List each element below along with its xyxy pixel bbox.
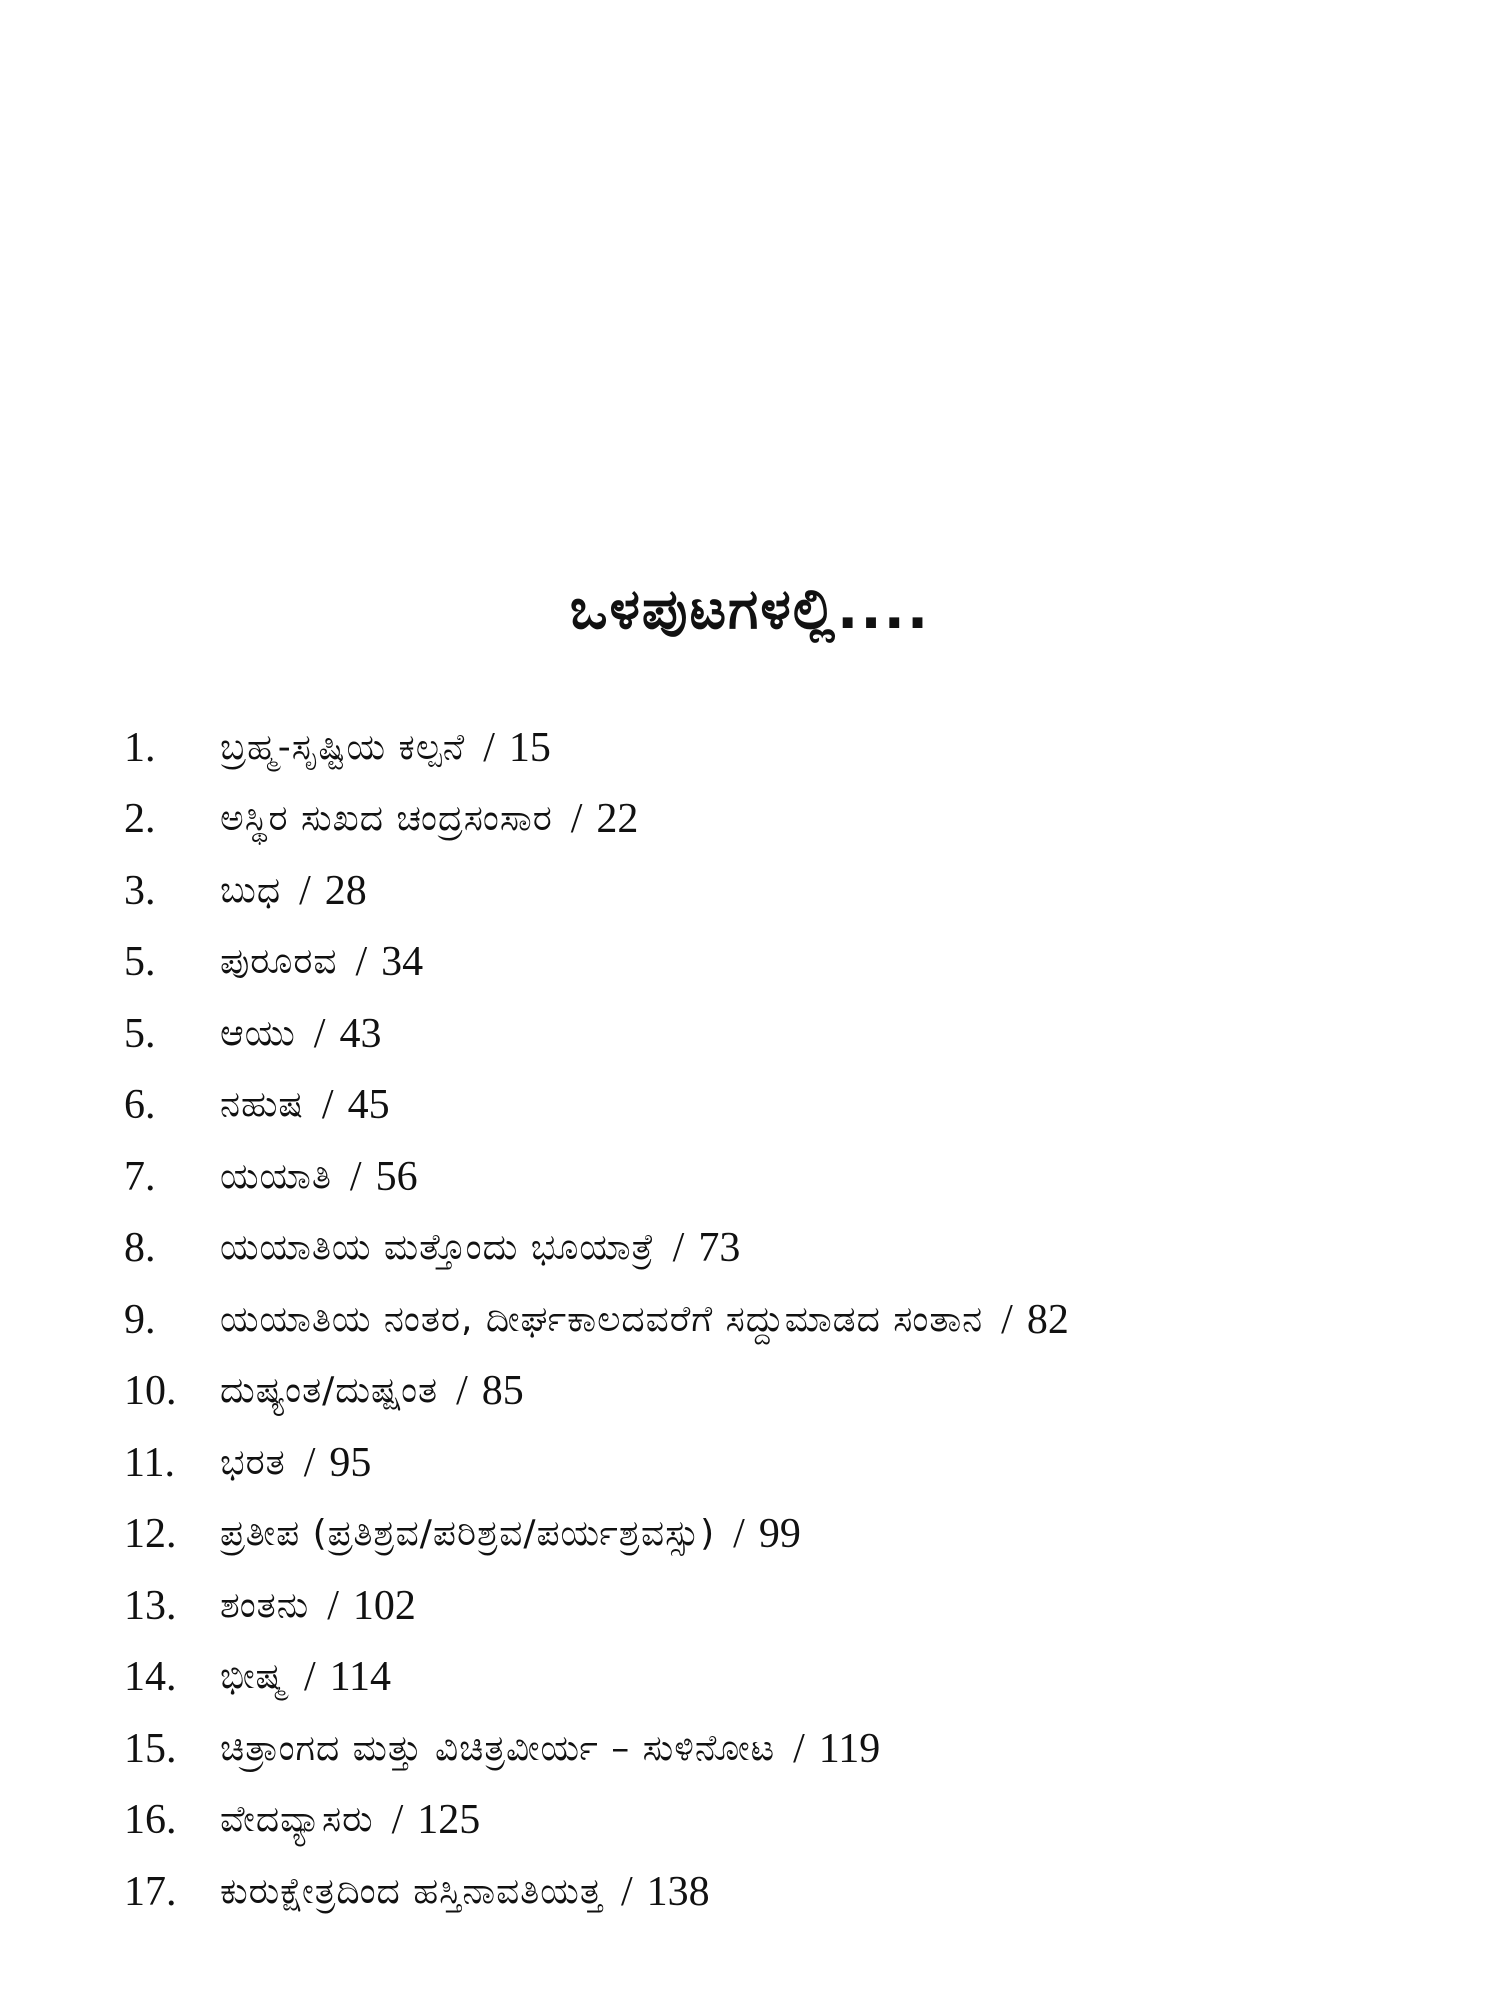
toc-entry — [124, 1427, 1464, 1499]
toc-entry — [124, 1141, 1464, 1213]
toc-entry-separator: / — [355, 939, 368, 986]
toc-entry-number: 14. — [124, 1654, 177, 1701]
toc-entry-separator: / — [303, 1654, 316, 1701]
toc-entry — [124, 1570, 1464, 1642]
toc-entry-page-number: 95 — [329, 1439, 372, 1486]
toc-entry-number: 3. — [124, 867, 156, 914]
toc-entry-number: 12. — [124, 1511, 177, 1558]
toc-entry-title: ಪುರೂರವ — [220, 941, 338, 983]
toc-entry — [124, 1213, 1464, 1285]
toc-entry-page-number: 85 — [481, 1368, 524, 1415]
toc-entry-separator: / — [391, 1797, 404, 1844]
toc-entry-separator: / — [620, 1868, 633, 1915]
toc-entry-title: ವೇದವ್ಯಾಸರು — [220, 1799, 374, 1841]
toc-entry-number: 5. — [124, 1010, 156, 1057]
toc-entry — [124, 1713, 1464, 1785]
toc-entry-number: 2. — [124, 796, 156, 843]
toc-entry-separator: / — [303, 1439, 316, 1486]
toc-entry-number: 15. — [124, 1725, 177, 1772]
toc-entry-title: ದುಷ್ಯಂತ/ದುಷ್ಷಂತ — [220, 1370, 439, 1412]
toc-entry-page-number: 114 — [329, 1654, 392, 1701]
toc-entry — [124, 1499, 1464, 1571]
toc-entry-separator: / — [321, 1082, 334, 1129]
toc-entry-page-number: 15 — [508, 724, 551, 771]
toc-entry-number: 7. — [124, 1153, 156, 1200]
toc-entry — [124, 1070, 1464, 1142]
toc-entry-number: 5. — [124, 939, 156, 986]
toc-entry-number: 11. — [124, 1439, 175, 1486]
toc-entry-page-number: 119 — [818, 1725, 881, 1772]
toc-entry-title: ಕುರುಕ್ಷೇತ್ರದಿಂದ ಹಸ್ತಿನಾವತಿಯತ್ತ — [220, 1870, 603, 1912]
toc-entry-number: 8. — [124, 1225, 156, 1272]
toc-entry-page-number: 99 — [758, 1511, 801, 1558]
toc-entry-title: ಚಿತ್ರಾಂಗದ ಮತ್ತು ವಿಚಿತ್ರವೀರ್ಯ – ಸುಳಿನೋಟ — [220, 1727, 776, 1769]
toc-entry-title: ಪ್ರತೀಪ (ಪ್ರತಿಶ್ರವ/ಪರಿಶ್ರವ/ಪರ್ಯಶ್ರವಸ್ಸು) — [220, 1513, 716, 1555]
toc-entry-number: 16. — [124, 1797, 177, 1844]
toc-entry-title: ಭೀಷ್ಮ — [220, 1656, 286, 1698]
toc-title: ಒಳಪುಟಗಳಲ್ಲಿ.... — [569, 577, 931, 642]
toc-entry-separator: / — [1001, 1296, 1013, 1343]
toc-entry-separator: / — [570, 796, 583, 843]
toc-entry-separator: / — [349, 1153, 362, 1200]
toc-entry-title: ಶಂತನು — [220, 1584, 310, 1626]
toc-entry-title: ಯಯಾತಿಯ ನಂತರ, ದೀರ್ಘಕಾಲದವರೆಗೆ ಸದ್ದುಮಾಡದ ಸಂತಾನ — [220, 1298, 984, 1340]
toc-entry-number: 17. — [124, 1868, 177, 1915]
toc-entry-number: 9. — [124, 1296, 156, 1343]
toc-entry-page-number: 138 — [646, 1868, 710, 1915]
toc-entry-separator: / — [313, 1010, 326, 1057]
toc-entry — [124, 998, 1464, 1070]
toc-entry-page-number: 73 — [698, 1225, 741, 1272]
toc-entry-page-number: 56 — [375, 1153, 418, 1200]
toc-entry-separator: / — [793, 1725, 805, 1772]
toc-entry-title: ಯಯಾತಿಯ ಮತ್ತೊಂದು ಭೂಯಾತ್ರೆ — [220, 1227, 655, 1269]
toc-entry-number: 1. — [124, 724, 156, 771]
toc-entry-separator: / — [483, 724, 495, 771]
toc-entry — [124, 1356, 1464, 1428]
toc-entry-separator: / — [299, 867, 311, 914]
toc-entry-page-number: 34 — [381, 939, 424, 986]
toc-entry-page-number: 102 — [352, 1582, 416, 1629]
toc-entry-title: ನಹುಷ — [220, 1084, 304, 1126]
toc-entry-title: ಯಯಾತಿ — [220, 1155, 332, 1197]
toc-entry — [124, 1642, 1464, 1714]
toc-entry-title: ಆಯು — [220, 1012, 296, 1054]
toc-entry-number: 10. — [124, 1368, 177, 1415]
toc-entry-separator: / — [672, 1225, 685, 1272]
toc-entry-page-number: 28 — [324, 867, 367, 914]
toc-entry-separator: / — [327, 1582, 339, 1629]
toc-entry — [124, 784, 1464, 856]
toc-entry — [124, 1284, 1464, 1356]
toc-entry-page-number: 22 — [596, 796, 639, 843]
toc-entry-page-number: 125 — [417, 1797, 481, 1844]
toc-entry — [124, 1856, 1464, 1928]
toc-entry-page-number: 43 — [339, 1010, 382, 1057]
toc-entry-title: ಭರತ — [220, 1441, 286, 1483]
toc-entry-title: ಬ್ರಹ್ಮ-ಸೃಷ್ಟಿಯ ಕಲ್ಪನೆ — [220, 726, 466, 768]
toc-entry-separator: / — [733, 1511, 745, 1558]
toc-entry-title: ಬುಧ — [220, 869, 282, 911]
toc-entry — [124, 855, 1464, 927]
toc-list — [124, 712, 1464, 1928]
toc-entry-number: 13. — [124, 1582, 177, 1629]
toc-entry — [124, 712, 1464, 784]
toc-entry — [124, 1785, 1464, 1857]
toc-entry-page-number: 82 — [1026, 1296, 1069, 1343]
toc-entry — [124, 927, 1464, 999]
toc-entry-title: ಅಸ್ಥಿರ ಸುಖದ ಚಂದ್ರಸಂಸಾರ — [220, 798, 553, 840]
toc-entry-page-number: 45 — [347, 1082, 390, 1129]
toc-entry-separator: / — [456, 1368, 468, 1415]
toc-entry-number: 6. — [124, 1082, 156, 1129]
